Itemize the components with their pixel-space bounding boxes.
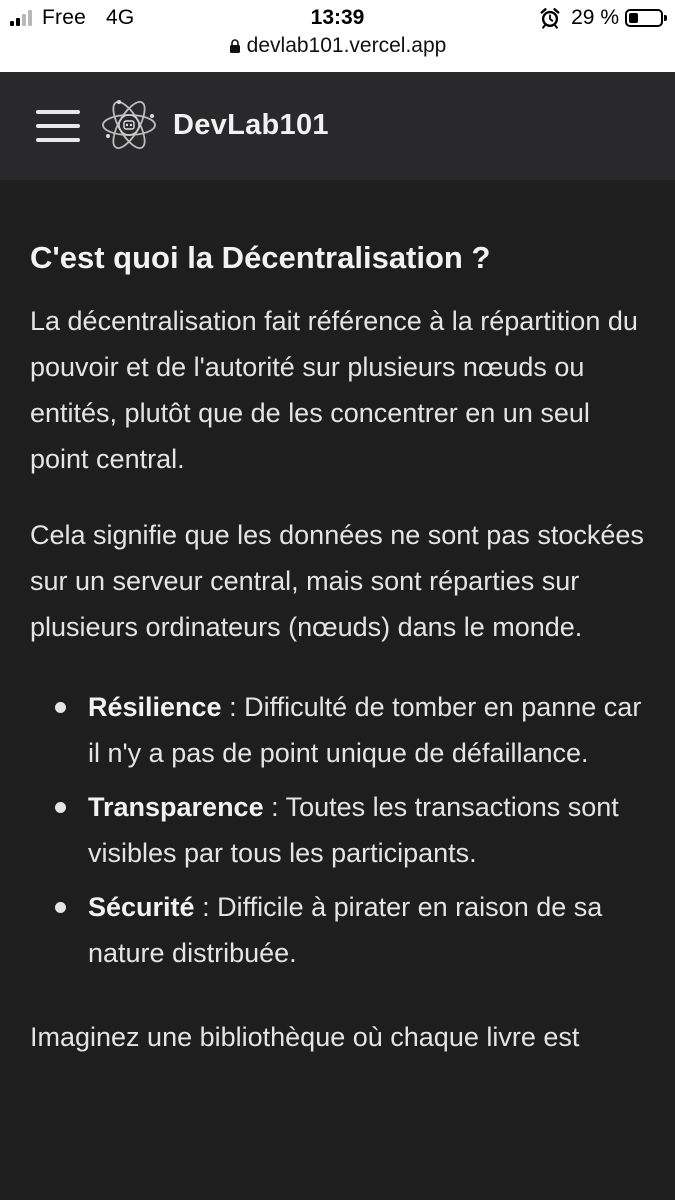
- paragraph-definition: La décentralisation fait référence à la répartition du pouvoir et de l'autorité sur plusieurs nœuds ou entités, plutôt que de les concentrer en un seul point central.: [30, 306, 638, 474]
- carrier-name: Free: [42, 6, 86, 29]
- lock-icon: [229, 39, 241, 53]
- paragraph-analogy: Imaginez une bibliothèque où chaque livre est: [30, 1022, 580, 1052]
- bullet-description: : Difficulté de tomber en panne car il n'y a pas de point unique de défaillance.: [88, 692, 642, 768]
- article-content: [30, 180, 655, 1060]
- alarm-clock-icon: [539, 7, 561, 29]
- atom-logo-icon[interactable]: [100, 96, 158, 154]
- bullet-term: Sécurité: [88, 892, 195, 922]
- bullet-icon: [55, 802, 66, 813]
- list-item: [30, 784, 655, 876]
- bullet-icon: [55, 902, 66, 913]
- bullet-term: Résilience: [88, 692, 222, 722]
- clock: 13:39: [310, 6, 365, 29]
- site-navbar: [0, 72, 675, 180]
- address-bar[interactable]: [0, 34, 675, 58]
- bullet-description: : Difficile à pirater en raison de sa nature distribuée.: [88, 892, 603, 968]
- status-bar: [0, 0, 675, 72]
- benefits-list: [30, 684, 655, 976]
- hamburger-menu-icon[interactable]: [36, 107, 82, 145]
- page-title: C'est quoi la Décentralisation ?: [30, 240, 491, 275]
- status-right: [539, 6, 663, 30]
- bullet-icon: [55, 702, 66, 713]
- network-type: 4G: [105, 6, 135, 29]
- url-text: devlab101.vercel.app: [246, 34, 447, 57]
- battery-icon: [625, 9, 663, 27]
- battery-level: [629, 13, 638, 23]
- brand-name[interactable]: DevLab101: [173, 109, 329, 141]
- list-item: [30, 884, 655, 976]
- list-item: [30, 684, 655, 776]
- bullet-description: : Toutes les transactions sont visibles par tous les participants.: [88, 792, 619, 868]
- battery-percent: 29 %: [571, 6, 619, 29]
- bullet-term: Transparence: [88, 792, 264, 822]
- paragraph-explanation: Cela signifie que les données ne sont pas stockées sur un serveur central, mais sont réparties sur plusieurs ordinateurs (nœuds) dans le monde.: [30, 520, 644, 642]
